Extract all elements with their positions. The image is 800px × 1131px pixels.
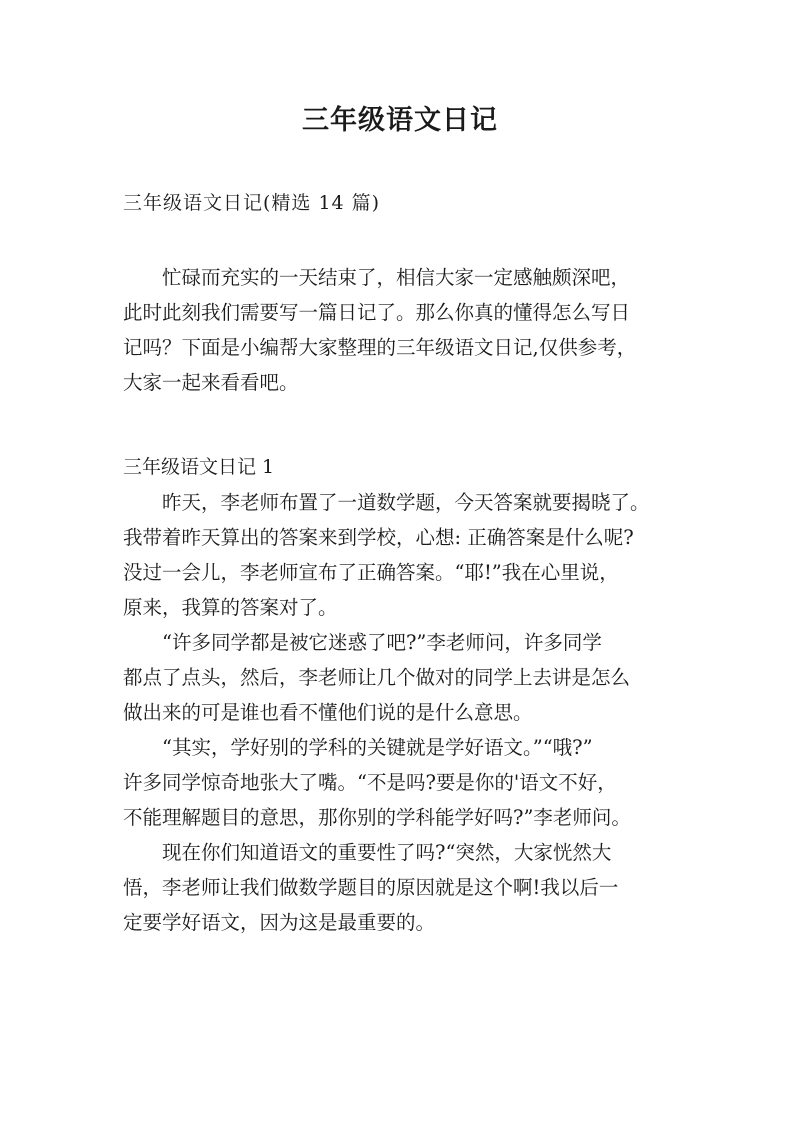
body-line: “其实，学好别的学科的关键就是学好语文。”“哦?” [123, 736, 593, 759]
intro-line: 大家一起来看看吧。 [123, 371, 299, 394]
body-line: 原来，我算的答案对了。 [123, 596, 338, 619]
body-line: 不能理解题目的意思，那你别的学科能学好吗?”李老师问。 [123, 806, 631, 829]
body-line: 许多同学惊奇地张大了嘴。“不是吗?要是你的'语文不好， [123, 771, 617, 794]
body-line: 现在你们知道语文的重要性了吗?“突然，大家恍然大 [123, 841, 612, 864]
body-line: “许多同学都是被它迷惑了吧?”李老师问，许多同学 [123, 631, 602, 654]
body-line: 定要学好语文，因为这是最重要的。 [123, 911, 436, 934]
intro-line: 忙碌而充实的一天结束了，相信大家一定感触颇深吧， [123, 266, 631, 289]
body-line: 都点了点头，然后，李老师让几个做对的同学上去讲是怎么 [123, 666, 631, 689]
body-line: 悟，李老师让我们做数学题目的原因就是这个啊!我以后一 [123, 876, 619, 899]
intro-line: 此时此刻我们需要写一篇日记了。那么你真的懂得怎么写日 [123, 301, 631, 324]
body-line: 我带着昨天算出的答案来到学校，心想: 正确答案是什么呢? [123, 526, 634, 549]
diary-entry-1 [123, 450, 703, 940]
body-line: 没过一会儿，李老师宣布了正确答案。“耶!”我在心里说， [123, 561, 619, 584]
intro-paragraph [123, 260, 703, 400]
body-line: 昨天，李老师布置了一道数学题，今天答案就要揭晓了。 [123, 491, 650, 514]
intro-line: 记吗？下面是小编帮大家整理的三年级语文日记,仅供参考， [123, 336, 637, 359]
document-title: 三年级语文日记 [302, 105, 498, 136]
body-line: 做出来的可是谁也看不懂他们说的是什么意思。 [123, 701, 533, 724]
section-heading: 三年级语文日记 1 [123, 456, 275, 478]
document-subtitle: 三年级语文日记(精选 14 篇) [123, 192, 381, 214]
